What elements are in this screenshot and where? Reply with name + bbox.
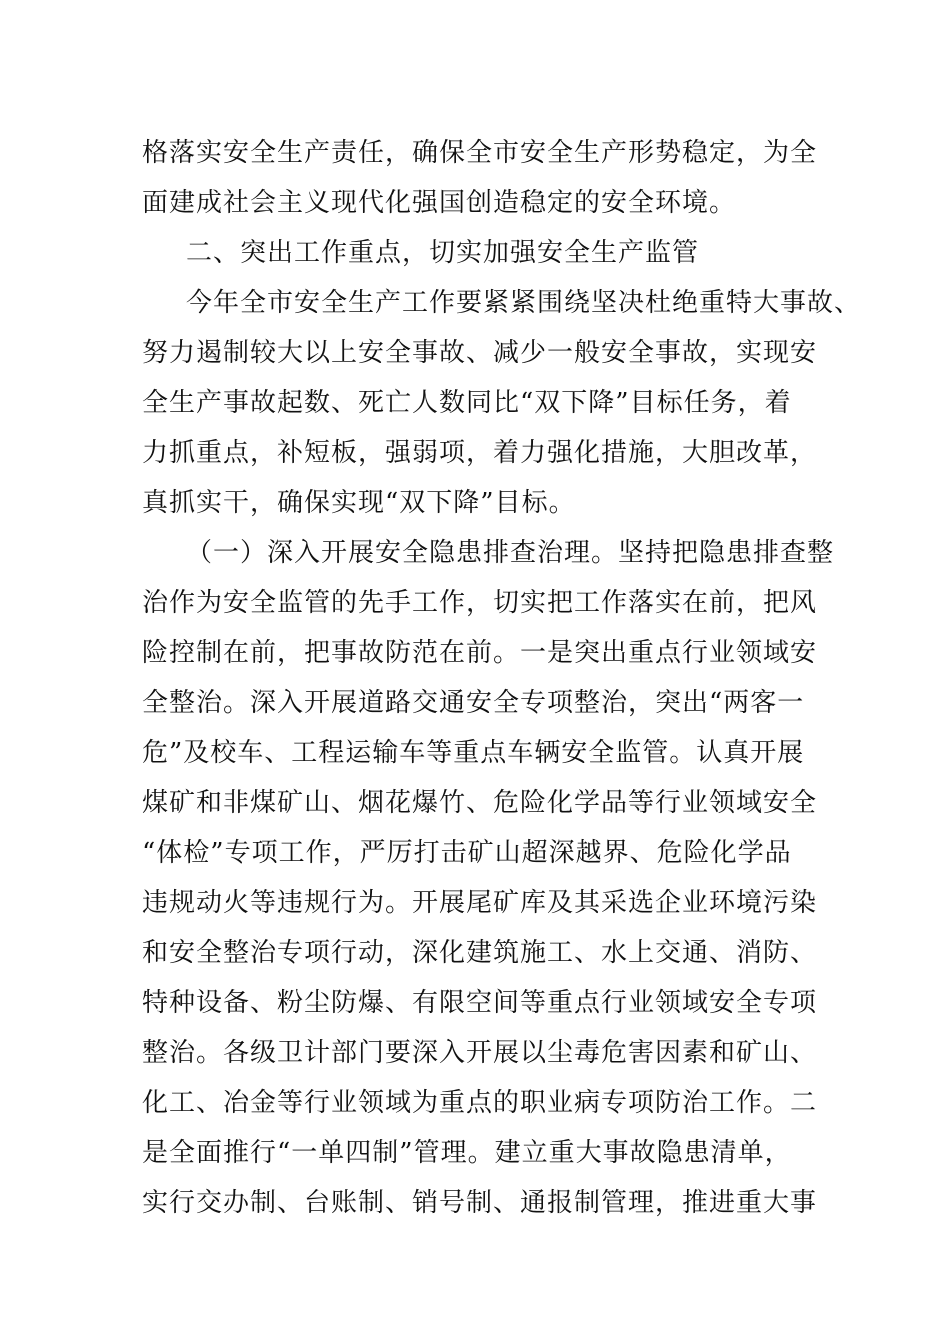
text-line: 化工、冶金等行业领域为重点的职业病专项防治工作。二 — [142, 1088, 818, 1118]
text-line: 和安全整治专项行动，深化建筑施工、水上交通、消防、 — [142, 938, 818, 968]
text-line: 真抓实干，确保实现“双下降”目标。 — [142, 488, 576, 518]
paragraph-first-line: （一）深入开展安全隐患排查治理。坚持把隐患排查整 — [186, 538, 835, 568]
text-line: 险控制在前，把事故防范在前。一是突出重点行业领域安 — [142, 638, 818, 668]
text-line: 面建成社会主义现代化强国创造稳定的安全环境。 — [142, 188, 737, 218]
text-line: 特种设备、粉尘防爆、有限空间等重点行业领域安全专项 — [142, 988, 818, 1018]
text-line: “体检”专项工作，严厉打击矿山超深越界、危险化学品 — [142, 838, 792, 868]
paragraph-first-line: 今年全市安全生产工作要紧紧围绕坚决杜绝重特大事故、 — [186, 288, 862, 318]
text-line: 煤矿和非煤矿山、烟花爆竹、危险化学品等行业领域安全 — [142, 788, 818, 818]
text-line: 违规动火等违规行为。开展尾矿库及其采选企业环境污染 — [142, 888, 818, 918]
text-line: 是全面推行“一单四制”管理。建立重大事故隐患清单， — [142, 1138, 792, 1168]
text-line: 格落实安全生产责任，确保全市安全生产形势稳定，为全 — [142, 138, 818, 168]
text-line: 力抓重点，补短板，强弱项，着力强化措施，大胆改革， — [142, 438, 818, 468]
text-line: 危”及校车、工程运输车等重点车辆安全监管。认真开展 — [142, 738, 805, 768]
text-line: 努力遏制较大以上安全事故、减少一般安全事故，实现安 — [142, 338, 818, 368]
text-line: 全整治。深入开展道路交通安全专项整治，突出“两客一 — [142, 688, 805, 718]
text-line: 整治。各级卫计部门要深入开展以尘毒危害因素和矿山、 — [142, 1038, 818, 1068]
text-line: 治作为安全监管的先手工作，切实把工作落实在前，把风 — [142, 588, 818, 618]
section-heading: 二、突出工作重点，切实加强安全生产监管 — [186, 238, 700, 268]
text-line: 全生产事故起数、死亡人数同比“双下降”目标任务，着 — [142, 388, 792, 418]
text-line: 实行交办制、台账制、销号制、通报制管理，推进重大事 — [142, 1188, 818, 1218]
